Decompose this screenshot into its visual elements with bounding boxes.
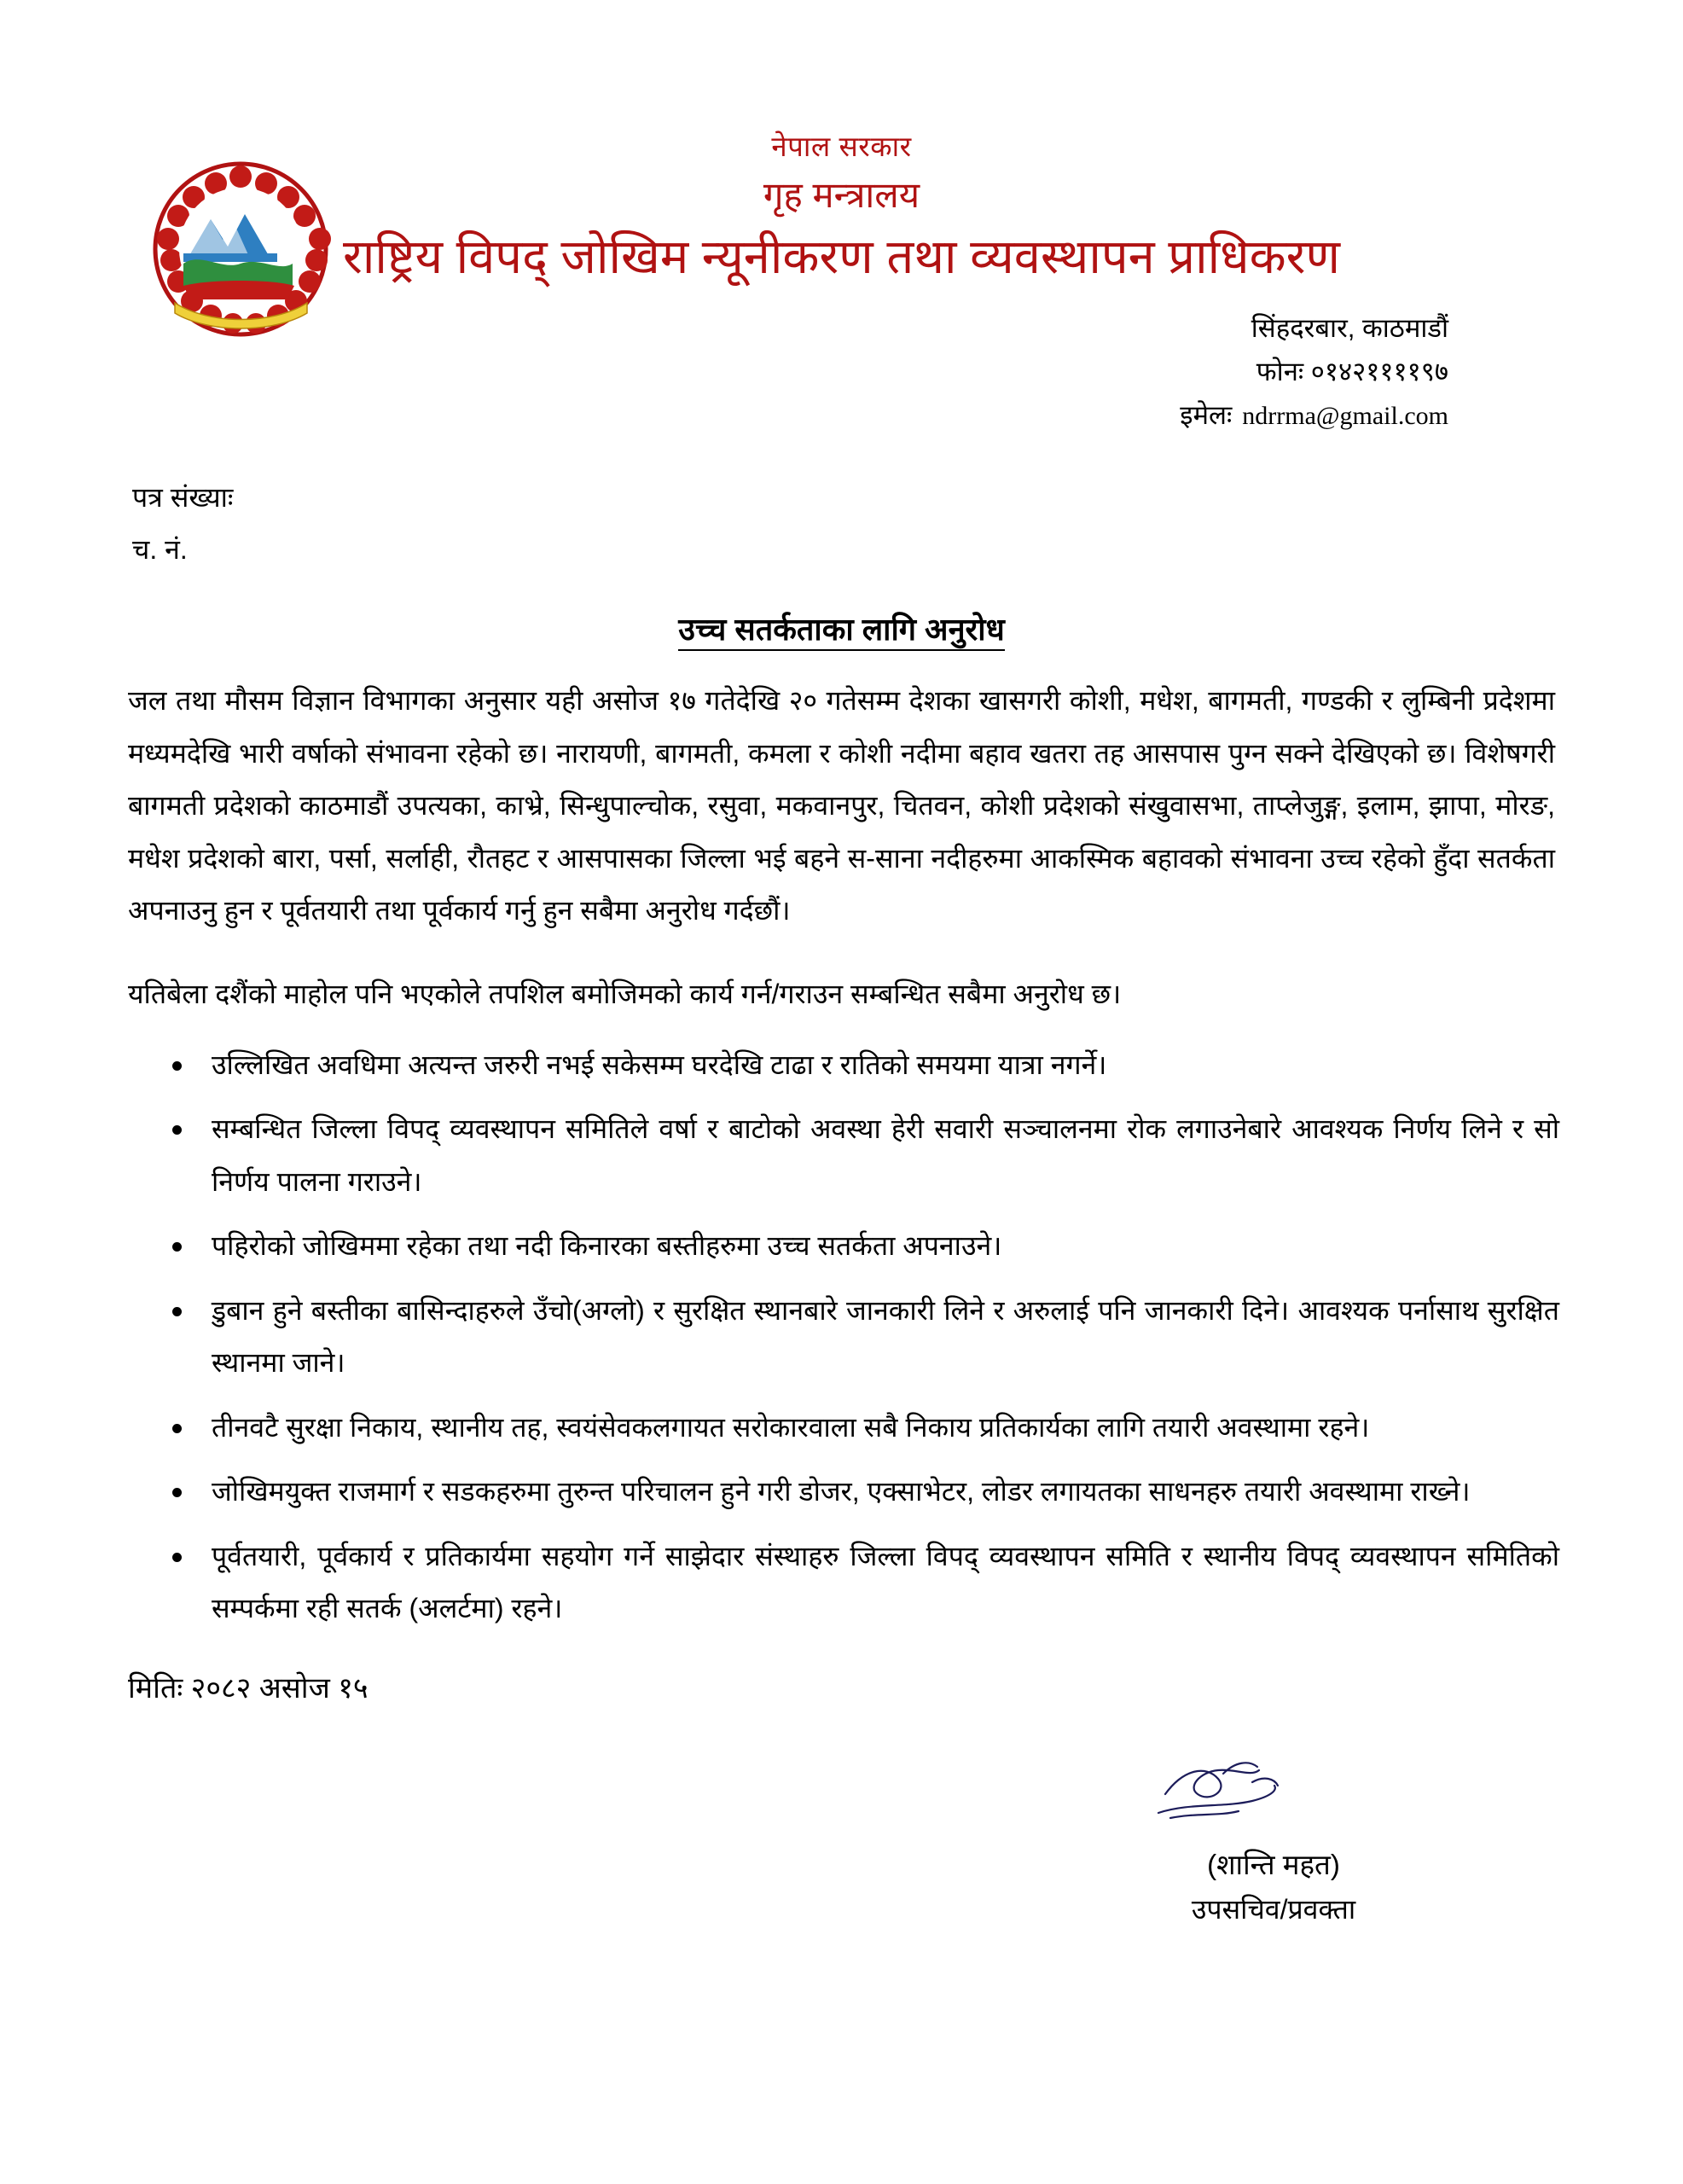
list-item: उल्लिखित अवधिमा अत्यन्त जरुरी नभई सकेसम्म घरदेखि टाढा र रातिको समयमा यात्रा नगर्ने। (205, 1039, 1559, 1091)
list-item: डुबान हुने बस्तीका बासिन्दाहरुले उँचो(अग्लो) र सुरक्षित स्थानबारे जानकारी लिने र अरुलाई पनि जानकारी दिने। आवश्यक पर्नासाथ सुरक्षित स्थानमा जाने। (205, 1285, 1559, 1390)
list-item: जोखिमयुक्त राजमार्ग र सडकहरुमा तुरुन्त परिचालन हुने गरी डोजर, एक्साभेटर, लोडर लगायतका साधनहरु तयारी अवस्थामा राख्ने। (205, 1466, 1559, 1518)
signatory-designation: उपसचिव/प्रवक्ता (1191, 1894, 1356, 1926)
email-address: ndrrma@gmail.com (1242, 402, 1448, 431)
list-item: तीनवटै सुरक्षा निकाय, स्थानीय तह, स्वयंसेवकलगायत सरोकारवाला सबै निकाय प्रतिकार्यका लागि तयारी अवस्थामा रहने। (205, 1402, 1559, 1454)
reference-block (124, 472, 1559, 576)
letterhead (124, 128, 1559, 438)
office-phone: फोनः ०१४२११११९७ (1256, 357, 1448, 387)
office-email-row (124, 393, 1448, 438)
office-address: सिंहदरबार, काठमाडौं (1251, 313, 1448, 344)
instruction-list (124, 1039, 1559, 1635)
email-label: इमेलः (1180, 400, 1233, 431)
handwritten-signature-icon (1069, 1753, 1478, 1843)
ministry-name: गृह मन्त्रालय (763, 174, 920, 215)
government-name: नेपाल सरकार (771, 131, 912, 162)
letter-number-label: पत्र संख्याः (132, 481, 234, 513)
paragraph-1: जल तथा मौसम विज्ञान विभागका अनुसार यही असोज १७ गतेदेखि २० गतेसम्म देशका खासगरी कोशी, मधेश, बागमती, गण्डकी र लुम्बिनी प्रदेशमा मध्यमदेखि भारी वर्षाको संभावना रहेको छ। नारायणी, बागमती, कमला र कोशी नदीमा बहाव खतरा तह आसपास पुग्न सक्ने देखिएको छ। विशेषगरी बागमती प्रदेशको काठमाडौं उपत्यका, काभ्रे, सिन्धुपाल्चोक, रसुवा, मकवानपुर, चितवन, कोशी प्रदेशको संखुवासभा, ताप्लेजुङ्ग, इलाम, झापा, मोरङ, मधेश प्रदेशको बारा, पर्सा, सर्लाही, रौतहट र आसपासका जिल्ला भई बहने स-साना नदीहरुमा आकस्मिक बहावको संभावना उच्च रहेको हुँदा सतर्कता अपनाउनु हुन र पूर्वतयारी तथा पूर्वकार्य गर्नु हुन सबैमा अनुरोध गर्दछौं। (128, 685, 1555, 926)
list-item: सम्बन्धित जिल्ला विपद् व्यवस्थापन समितिले वर्षा र बाटोको अवस्था हेरी सवारी सञ्चालनमा रोक लगाउनेबारे आवश्यक निर्णय लिने र सो निर्णय पालना गराउने। (205, 1103, 1559, 1208)
subject-heading (124, 607, 1559, 649)
nepal-government-emblem-icon (149, 158, 333, 341)
contact-block (124, 306, 1559, 438)
issue-date: मितिः २०८२ असोज १५ (128, 1672, 369, 1705)
list-item: पहिरोको जोखिममा रहेका तथा नदी किनारका बस्तीहरुमा उच्च सतर्कता अपनाउने। (205, 1220, 1559, 1272)
subject-text: उच्च सतर्कताका लागि अनुरोध (678, 612, 1004, 651)
signatory-name: (शान्ति महत) (1207, 1849, 1340, 1881)
list-item: पूर्वतयारी, पूर्वकार्य र प्रतिकार्यमा सहयोग गर्ने साझेदार संस्थाहरु जिल्ला विपद् व्यवस्थापन समिति र स्थानीय विपद् व्यवस्थापन समितिको सम्पर्कमा रही सतर्क (अलर्टमा) रहने। (205, 1531, 1559, 1635)
authority-name: राष्ट्रिय विपद् जोखिम न्यूनीकरण तथा व्यवस्थापन प्राधिकरण (343, 229, 1340, 284)
paragraph-2: यतिबेला दशैंको माहोल पनि भएकोले तपशिल बमोजिमको कार्य गर्न/गराउन सम्बन्धित सबैमा अनुरोध छ। (128, 978, 1122, 1009)
dispatch-number-label: च. नं. (132, 533, 188, 565)
signature-block (1069, 1753, 1478, 1931)
